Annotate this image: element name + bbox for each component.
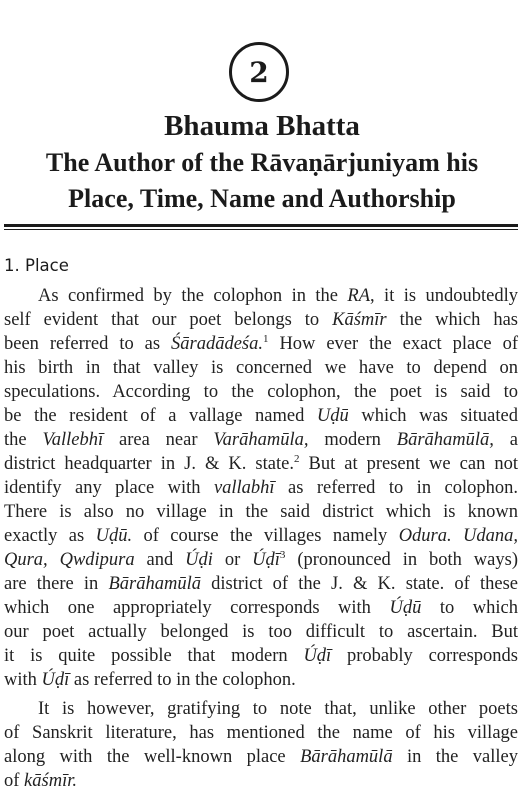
- text-run: which was situated: [348, 406, 518, 426]
- italic-term: vallabhī: [213, 478, 275, 498]
- text-run: the which has: [386, 310, 518, 330]
- italic-term: Vallebhī: [42, 430, 104, 450]
- text-run: with: [4, 670, 42, 690]
- text-run: (pronounced in both ways): [285, 550, 518, 570]
- italic-term: Qura, Qwdipura: [4, 550, 135, 570]
- text-line: [4, 500, 518, 524]
- text-run: speculations. According to the colophon, the poet is said to: [4, 382, 518, 402]
- text-line: [4, 769, 518, 793]
- text-run: area near: [103, 430, 214, 450]
- footnote-marker: 3: [279, 548, 286, 561]
- text-line: [4, 745, 518, 769]
- text-run: or: [212, 550, 253, 570]
- text-line: [4, 596, 518, 620]
- italic-term: Úḍī: [303, 646, 332, 666]
- text-line: [4, 548, 518, 572]
- text-run: in the valley: [392, 747, 518, 767]
- italic-term: Odura. Udana,: [398, 526, 518, 546]
- text-run: There is also no village in the said district which is known: [4, 502, 518, 522]
- text-run: modern: [308, 430, 397, 450]
- italic-term: Úḍi: [185, 550, 213, 570]
- text-run: identify any place with: [4, 478, 214, 498]
- text-run: self evident that our poet belongs to: [4, 310, 333, 330]
- footnote-marker: 2: [293, 452, 300, 465]
- text-run: along with the well-known place: [4, 747, 301, 767]
- text-line: [4, 644, 518, 668]
- text-run: As confirmed by the colophon in the: [38, 286, 348, 306]
- text-run: district of the J. & K. state. of these: [200, 574, 518, 594]
- italic-term: Úḍī: [41, 670, 70, 690]
- body-text: [4, 284, 518, 793]
- text-run: his birth in that valley is concerned we have to depend on: [4, 358, 518, 378]
- text-run: as referred to in the colophon.: [69, 670, 296, 690]
- text-run: our poet actually belonged is too difficult to ascertain. But: [4, 622, 518, 642]
- text-run: the: [4, 430, 43, 450]
- text-run: as referred to in colophon.: [274, 478, 518, 498]
- text-line: [4, 721, 518, 745]
- text-run: probably corresponds: [331, 646, 518, 666]
- italic-term: Bārāhamūlā,: [396, 430, 494, 450]
- italic-term: Varāhamūla,: [213, 430, 309, 450]
- text-run: of course the villages namely: [132, 526, 399, 546]
- text-line: [4, 620, 518, 644]
- text-line: [4, 697, 518, 721]
- text-run: it is quite possible that modern: [4, 646, 304, 666]
- section-heading: 1. Place: [4, 256, 69, 275]
- text-run: be the resident of a vallage named: [4, 406, 317, 426]
- text-line: [4, 524, 518, 548]
- italic-term: Bārāhamūlā: [300, 747, 393, 767]
- heading-divider-thin: [4, 229, 518, 230]
- chapter-subtitle-line-1: The Author of the Rāvaṇārjuniyam his: [45, 148, 479, 177]
- chapter-title: Bhauma Bhatta: [164, 110, 360, 142]
- italic-term: Uḍū.: [95, 526, 133, 546]
- heading-divider-thick: [4, 224, 518, 227]
- footnote-marker: 1: [263, 332, 269, 345]
- chapter-subtitle-line-2: Place, Time, Name and Authorship: [68, 184, 456, 213]
- text-run: But at present we can not: [299, 454, 518, 474]
- text-run: been referred to as: [4, 334, 171, 354]
- text-run: , it is undoubtedly: [370, 286, 518, 306]
- text-run: of Sanskrit literature, has mentioned the name of his village: [4, 723, 518, 743]
- italic-term: Úḍī: [252, 550, 280, 570]
- text-run: to which: [421, 598, 518, 618]
- text-run: How ever the exact place of: [268, 334, 518, 354]
- chapter-number-badge: [229, 42, 289, 102]
- italic-term: Uḍū: [316, 406, 349, 426]
- italic-term: Bārāhamūlā: [108, 574, 201, 594]
- chapter-number: 2: [249, 55, 269, 89]
- text-line: [4, 404, 518, 428]
- text-run: a: [493, 430, 518, 450]
- text-line: [4, 452, 518, 476]
- text-run: exactly as: [4, 526, 96, 546]
- italic-term: kāśmīr.: [24, 771, 77, 791]
- text-line: [4, 572, 518, 596]
- text-line: [4, 380, 518, 404]
- text-line: [4, 356, 518, 380]
- italic-term: RA: [347, 286, 371, 306]
- text-run: are there in: [4, 574, 109, 594]
- text-run: of: [4, 771, 25, 791]
- italic-term: Úḍū: [389, 598, 422, 618]
- text-run: district headquarter in J. & K. state.: [4, 454, 294, 474]
- italic-term: Kāśmīr: [332, 310, 387, 330]
- text-run: It is however, gratifying to note that, unlike other poets: [38, 699, 518, 719]
- text-run: which one appropriately corresponds with: [4, 598, 390, 618]
- text-line: [4, 428, 518, 452]
- text-line: [4, 668, 518, 692]
- text-line: [4, 308, 518, 332]
- text-line: [4, 332, 518, 356]
- italic-term: Śāradādeśa.: [171, 334, 263, 354]
- text-line: [4, 284, 518, 308]
- text-line: [4, 476, 518, 500]
- text-run: and: [134, 550, 186, 570]
